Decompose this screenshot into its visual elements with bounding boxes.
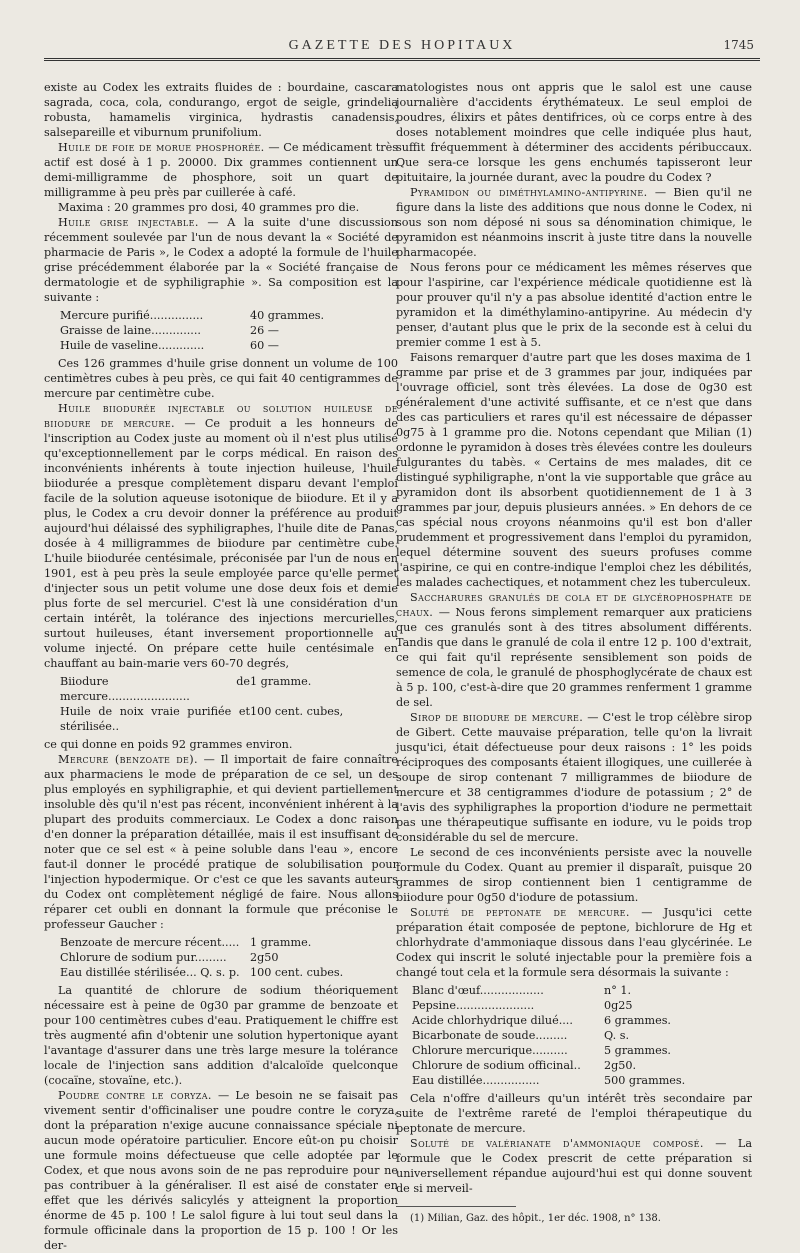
paragraph: ce qui donne en poids 92 grammes environ. [44,738,293,751]
paragraph-text: — Bien qu'il ne figure dans la liste des additions que nous donne le Codex, ni sous son nom déposé ni sous sa dénomination chimique, le pyramidon est néanmoins inscrit à juste titre dans la nouvelle pharmacopée. [396,186,752,259]
paragraph [396,185,752,260]
formula-huile-biiodure [60,674,398,734]
ingredient: Eau distillée stérilisée... Q. s. p. [60,966,240,979]
quantity: 1 gramme. [250,936,312,949]
footnote: (1) Milian, Gaz. des hôpit., 1er déc. 1908, n° 138. [410,1213,661,1224]
quantity: 26 — [250,324,279,337]
paragraph: Le second de ces inconvénients persiste avec la nouvelle formule du Codex. Quant au premier il disparaît, puisque 20 grammes de sirop contiennent bien 1 centigramme de biiodure pour 0g50 d'iodure de potassium. [396,846,752,904]
formula-row [60,950,398,965]
paragraph-text: — Ce médicament très actif est dosé à 1 p. 20000. Dix grammes contiennent un demi-milligramme de phosphore, soit un quart de milligramme à peu près par cuillerée à café. [44,141,398,199]
quantity: 2g50 [250,951,279,964]
quantity: 5 grammes. [604,1044,671,1057]
quantity: 100 cent. cubes. [250,966,344,979]
formula-row [412,983,752,998]
section-heading: Huile grise injectable. [58,216,199,229]
formula-row [60,338,398,353]
left-column [44,80,398,1253]
section-heading: Pyramidon ou diméthylamino-antipyrine. [410,186,648,199]
paragraph [396,905,752,980]
ingredient: Benzoate de mercure récent..... [60,936,240,949]
paragraph [396,710,752,845]
journal-title: GAZETTE DES HOPITAUX [288,38,516,53]
paragraph: La quantité de chlorure de sodium théoriquement nécessaire est à peine de 0g30 par gramme de benzoate et pour 100 centimètres cubes d'eau. Pratiquement le chiffre est très augmenté afin d'obtenir une solution hypertonique ayant l'avantage d'assurer dans une très large mesure la tolérance locale de l'injection sans addition d'alcaloïde quelconque (cocaïne, stovaïne, etc.). [44,984,398,1087]
formula-row [412,1013,752,1028]
right-column [396,80,752,1226]
paragraph: Cela n'offre d'ailleurs qu'un intérêt très secondaire par suite de l'extrême rareté de l'emploi thérapeutique du peptonate de mercure. [396,1092,752,1135]
section-heading: Huile de foie de morue phosphorée. [58,141,265,154]
quantity: 500 grammes. [604,1074,686,1087]
formula-row [412,998,752,1013]
paragraph-text: — Ce produit a les honneurs de l'inscription au Codex juste au moment où il n'est plus utilisé qu'exceptionnellement par le corps médical. En raison des inconvénients inhérents à toute injection huileuse, l'huile biiodurée a presque complètement disparu devant l'emploi facile de la solution aqueuse isotonique de biiodure. Et il y a plus, le Codex a cru devoir donner la préférence au produit aujourd'hui délaissé des syphiligraphes, l'huile dite de Panas, dosée à 4 milligrammes de biiodure par centimètre cube. L'huile biiodurée centésimale, préconisée par l'un de nous en 1901, est à peu près la seule employée parce qu'elle permet d'injecter sous un petit volume une dose deux fois et demie plus forte de sel mercuriel. C'est là une considération d'un certain intérêt, la tolérance des injections mercurielles, surtout huileuses, étant inversement proportionnelle au volume injecté. On prépare cette huile centésimale en chauffant au bain-marie vers 60-70 degrés, [44,417,398,670]
paragraph [396,590,752,710]
page-header [44,38,760,62]
paragraph [44,1088,398,1253]
formula-row [412,1028,752,1043]
paragraph [44,401,398,671]
paragraph-text: — A la suite d'une discussion récemment soulevée par l'un de nous devant la « Société de pharmacie de Paris », le Codex a adopté la formule de l'huile grise précédemment élaborée par la « Société française de dermatologie et de syphiligraphie ». Sa composition est la suivante : [44,216,398,304]
paragraph-text: — Le besoin ne se faisait pas vivement sentir d'officinaliser une poudre contre le coryza, dont la préparation n'exige aucune connaissance spéciale ni aucun mode opératoire particulier. Encore eût-on pu choisir une formule moins défectueuse que celle adoptée par le Codex, et que nous avons soin de ne pas reproduire pour ne pas contribuer à la généraliser. Il est aisé de constater en effet que les dérivés salicylés y atteignent la proportion énorme de 45 p. 100 ! Le salol figure à lui tout seul dans la formule officinale dans la proportion de 15 p. 100 ! Or les der- [44,1089,398,1252]
ingredient: Huile de noix vraie purifiée et stérilisée.. [60,705,250,733]
formula-row [60,965,398,980]
quantity: Q. s. [604,1029,630,1042]
paragraph: matologistes nous ont appris que le salol est une cause journalière d'accidents érythémateux. Le seul emploi de poudres, élixirs et pâtes dentifrices, où ce corps entre à des doses notablement moindres que celle indiquée plus haut, suffit fréquemment à déterminer des accidents péribuccaux. Que sera-ce lorsque les gens enchumés tapisseront leur pituitaire, la journée durant, avec la poudre du Codex ? [396,81,752,184]
section-heading: Soluté de peptonate de mercure. [410,906,630,919]
paragraph: Ces 126 grammes d'huile grise donnent un volume de 100 centimètres cubes à peu près, ce qui fait 40 centigrammes de mercure par centimètre cube. [44,357,398,400]
formula-row [60,935,398,950]
paragraph [44,752,398,932]
quantity: 6 grammes. [604,1014,671,1027]
quantity: 0g25 [604,999,633,1012]
paragraph: Nous ferons pour ce médicament les mêmes réserves que pour l'aspirine, car l'expérience médicale quotidienne est là pour prouver qu'il n'y a pas absolue identité d'action entre le pyramidon et la diméthylamino-antipyrine. Au médecin d'y penser, d'autant plus que le prix de la seconde est à celui du premier comme 1 est à 5. [396,261,752,349]
quantity: n° 1. [604,984,632,997]
paragraph-text: — Il importait de faire connaître aux pharmaciens le mode de préparation de ce sel, un des plus employés en syphiligraphie, et qui devient partiellement insoluble dès qu'il n'est pas récent, inconvénient inhérent à la plupart des produits commerciaux. Le Codex a donc raison d'en donner la préparation détaillée, mais il est insuffisant de noter que ce sel est « à peine soluble dans l'eau », encore faut-il donner le procédé pratique de solubilisation pour l'injection hypodermique. Or c'est ce que les savants auteurs du Codex ont complètement négligé de faire. Nous allons réparer cet oubli en donnant la formule que préconise le professeur Gaucher : [44,753,398,931]
paragraph-text: — Nous ferons simplement remarquer aux praticiens que ces granulés sont à des titres absolument différents. Tandis que dans le granulé de cola il entre 12 p. 100 d'extrait, ce qui fait qu'il représente sensiblement son poids de semence de cola, le granulé de phosphoglycérate de chaux est à 5 p. 100, c'est-à-dire que 20 grammes renferment 1 gramme de sel. [396,606,752,709]
formula-row [412,1058,752,1073]
ingredient: Mercure purifié............... [60,309,204,322]
ingredient: Acide chlorhydrique dilué.... [412,1014,573,1027]
section-heading: Saccharures granulés de cola et de glycérophosphate de chaux. [396,591,752,619]
ingredient: Bicarbonate de soude......... [412,1029,568,1042]
quantity: 2g50. [604,1059,637,1072]
header-rule [44,58,760,63]
quantity: 40 grammes. [250,309,325,322]
quantity: 1 gramme. [250,675,312,688]
paragraph: Maxima : 20 grammes pro dosi, 40 grammes pro die. [58,201,360,214]
paragraph [396,1136,752,1196]
formula-row [412,1043,752,1058]
formula-benzoate [60,935,398,980]
formula-row [60,704,398,734]
section-heading: Huile biiodurée injectable ou solution huileuse de biiodure de mercure. [44,402,398,430]
ingredient: Graisse de laine.............. [60,324,201,337]
quantity: 100 cent. cubes, [250,705,344,718]
ingredient: Pepsine...................... [412,999,535,1012]
ingredient: Huile de vaseline............. [60,339,205,352]
formula-huile-grise [60,308,398,353]
ingredient: Chlorure de sodium officinal.. [412,1059,581,1072]
ingredient: Biiodure de mercure....................... [60,675,250,703]
page-number: 1745 [723,38,754,52]
section-heading: Mercure (benzoate de). [58,753,199,766]
paragraph-text: — C'est le trop célèbre sirop de Gibert. Cette mauvaise préparation, telle qu'on la livrait jusqu'ici, était défectueuse pour deux raisons : 1° les poids réciproques des composants étaient illogiques, une cuillerée à soupe de sirop contenant 7 milligrammes de biiodure de mercure et 38 centigrammes d'iodure de potassium ; 2° de l'avis des syphiligraphes la proportion d'iodure ne permettait pas une thérapeutique suffisante en iodure, vu le poids trop considérable du sel de mercure. [396,711,752,844]
section-heading: Sirop de biiodure de mercure. [410,711,584,724]
quantity: 60 — [250,339,279,352]
ingredient: Blanc d'œuf.................. [412,984,544,997]
formula-row [412,1073,752,1088]
section-heading: Soluté de valérianate d'ammoniaque composé. [410,1137,704,1150]
section-heading: Poudre contre le coryza. [58,1089,212,1102]
formula-row [60,308,398,323]
formula-row [60,323,398,338]
paragraph-text: — Jusqu'ici cette préparation était composée de peptone, bichlorure de Hg et chlorhydrate d'ammoniaque dissous dans l'eau glycérinée. Le Codex qui inscrit le soluté injectable pour la première fois a changé tout cela et la formule sera désormais la suivante : [396,906,752,979]
ingredient: Chlorure de sodium pur......... [60,951,227,964]
paragraph [44,215,398,305]
ingredient: Chlorure mercurique.......... [412,1044,568,1057]
paragraph-text: — La formule que le Codex prescrit de cette préparation si universellement répandue aujourd'hui est qui donne souvent de si merveil- [396,1137,753,1195]
paragraph: existe au Codex les extraits fluides de : bourdaine, cascara sagrada, coca, cola, condurango, ergot de seigle, grindelia robusta, hamamelis virginica, hydrastis canadensis, salsepareille et viburnum prunifolium. [44,81,398,139]
formula-row [60,674,398,704]
paragraph: Faisons remarquer d'autre part que les doses maxima de 1 gramme par prise et de 3 grammes par jour, indiquées par l'ouvrage officiel, sont très élevées. La dose de 0g30 est généralement d'une activité suffisante, et ce n'est que dans des cas particuliers et rares qu'il est nécessaire de dépasser 0g75 à 1 gramme pro die. Notons cependant que Milian (1) ordonne le pyramidon à doses très élevées contre les douleurs fulgurantes du tabès. « Certains de mes malades, dit ce distingué syphiligraphe, n'ont la vie supportable que grâce au pyramidon dont ils absorbent quotidiennement de 1 à 3 grammes par jour, depuis plusieurs années. » En dehors de ce cas spécial nous croyons néanmoins qu'il est bon d'aller prudemment et progressivement dans l'emploi du pyramidon, lequel détermine souvent des sueurs profuses comme l'aspirine, ce qui en contre-indique l'emploi chez les débilités, les malades cachectiques, et notamment chez les tuberculeux. [396,351,752,589]
formula-peptonate [412,983,752,1088]
paragraph [44,140,398,200]
ingredient: Eau distillée................ [412,1074,540,1087]
footnote-rule [396,1206,516,1207]
